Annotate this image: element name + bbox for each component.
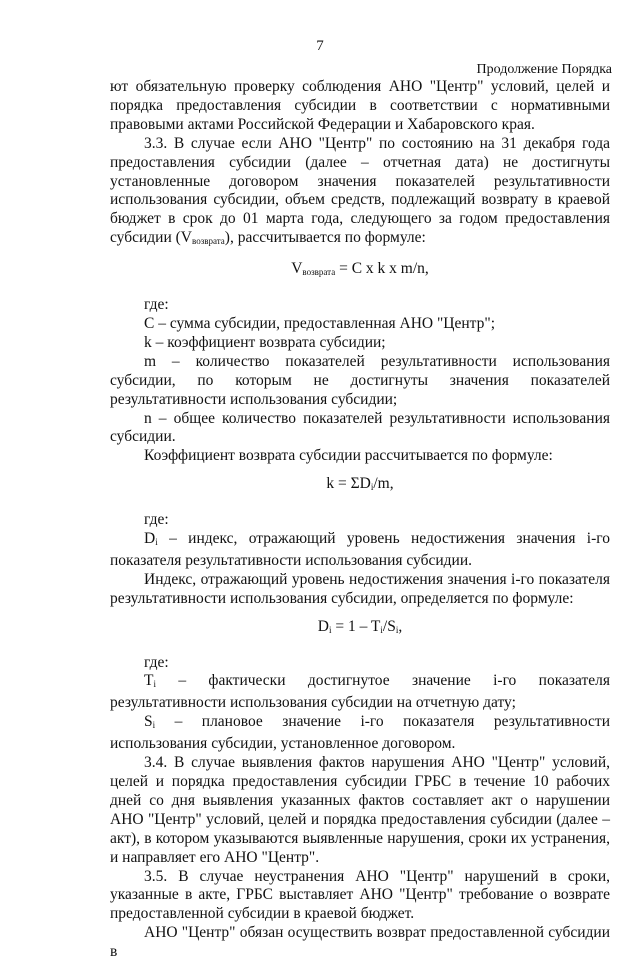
paragraph-3-3 <box>110 135 610 251</box>
formula-di <box>110 618 610 640</box>
formula-k <box>110 475 610 497</box>
continuation-label: Продолжение Порядка <box>476 62 612 77</box>
formula-di-sub1: i <box>328 624 332 635</box>
definition-di-text: – индекс, отражающий уровень недостижения значения i-го показателя результативности использования субсидии. <box>110 530 610 569</box>
formula-v-symbol: V <box>291 260 303 278</box>
where-label-3: где: <box>144 653 169 671</box>
paragraph-3-3-tail: ), рассчитывается по формуле: <box>224 229 426 247</box>
page-number: 7 <box>316 38 324 54</box>
paragraph-3-5: 3.5. В случае неустранения АНО "Центр" нарушений в сроки, указанные в акте, ГРБС выставляет АНО "Центр" требование о возврате предоставленной субсидии в краевой бюджет. <box>110 867 610 923</box>
formula-v-vozvrata <box>110 260 610 282</box>
where-label-1: где: <box>144 296 169 314</box>
formula-di-c: /S <box>382 617 396 635</box>
paragraph-3-3-text: 3.3. В случае если АНО "Центр" по состоянию на 31 декабря года предоставления субсидии (далее – отчетная дата) не достигнуты установленные договором значения показателей результативности использования субсидии, объем средств, подлежащий возврату в краевой бюджет в срок до 01 марта года, следующего за годом предоставления субсидии (V <box>110 134 610 247</box>
definition-m: m – количество показателей результативности использования субсидии, по которым не достигнуты значения показателей результативности использования субсидии; <box>110 352 610 408</box>
definition-si <box>110 713 610 754</box>
formula-di-sub3: i <box>395 624 399 635</box>
paragraph-3-4: 3.4. В случае выявления фактов нарушения АНО "Центр" условий, целей и порядка предоставления субсидии ГРБС в течение 10 рабочих дней со дня выявления указанных фактов составляет акт о нарушении АНО "Центр" условий, целей и порядка предоставления субсидии (далее – акт), в котором указываются выявленные нарушения, сроки их устранения, и направляет его АНО "Центр". <box>110 754 610 866</box>
definition-ti <box>110 672 610 713</box>
definition-si-symbol: S <box>144 713 153 731</box>
definition-c: С – сумма субсидии, предоставленная АНО "Центр"; <box>144 314 495 332</box>
definition-si-text: – плановое значение i-го показателя результативности использования субсидии, установленное договором. <box>110 713 610 753</box>
document-body <box>110 78 610 962</box>
paragraph-intro: ют обязательную проверку соблюдения АНО "Центр" условий, целей и порядка предоставления субсидии в соответствии с нормативными правовыми актами Российской Федерации и Хабаровского края. <box>110 78 610 133</box>
subscript-vozvrata: возврата <box>192 236 225 247</box>
formula-di-d: , <box>398 617 403 635</box>
formula-di-b: = 1 – T <box>331 617 381 635</box>
definition-di-symbol: D <box>144 530 156 548</box>
definition-ti-subscript: i <box>153 679 156 690</box>
formula-k-right: /m, <box>373 475 394 493</box>
index-text: Индекс, отражающий уровень недостижения значения i-го показателя результативности использования субсидии, определяется по формуле: <box>110 570 610 607</box>
definition-di-subscript: i <box>155 537 158 548</box>
definition-ti-symbol: T <box>144 672 154 690</box>
formula-k-subscript: i <box>370 482 374 493</box>
formula-di-a: D <box>317 617 329 635</box>
formula-k-left: k = ΣD <box>326 475 371 493</box>
formula-v-rest: = С x k x m/n, <box>335 260 429 278</box>
definition-di <box>110 530 610 571</box>
formula-di-sub2: i <box>380 624 383 635</box>
formula-v-subscript: возврата <box>302 267 336 278</box>
paragraph-last: АНО "Центр" обязан осуществить возврат предоставленной субсидии в <box>110 924 610 961</box>
definition-k: k – коэффициент возврата субсидии; <box>144 333 386 351</box>
where-label-2: где: <box>144 511 169 529</box>
definition-ti-text: – фактически достигнутое значение i-го показателя результативности использования субсидии на отчетную дату; <box>110 672 610 712</box>
coefficient-text: Коэффициент возврата субсидии рассчитывается по формуле: <box>144 447 553 465</box>
definition-si-subscript: i <box>152 720 156 731</box>
definition-n: n – общее количество показателей результативности использования субсидии. <box>110 409 610 446</box>
